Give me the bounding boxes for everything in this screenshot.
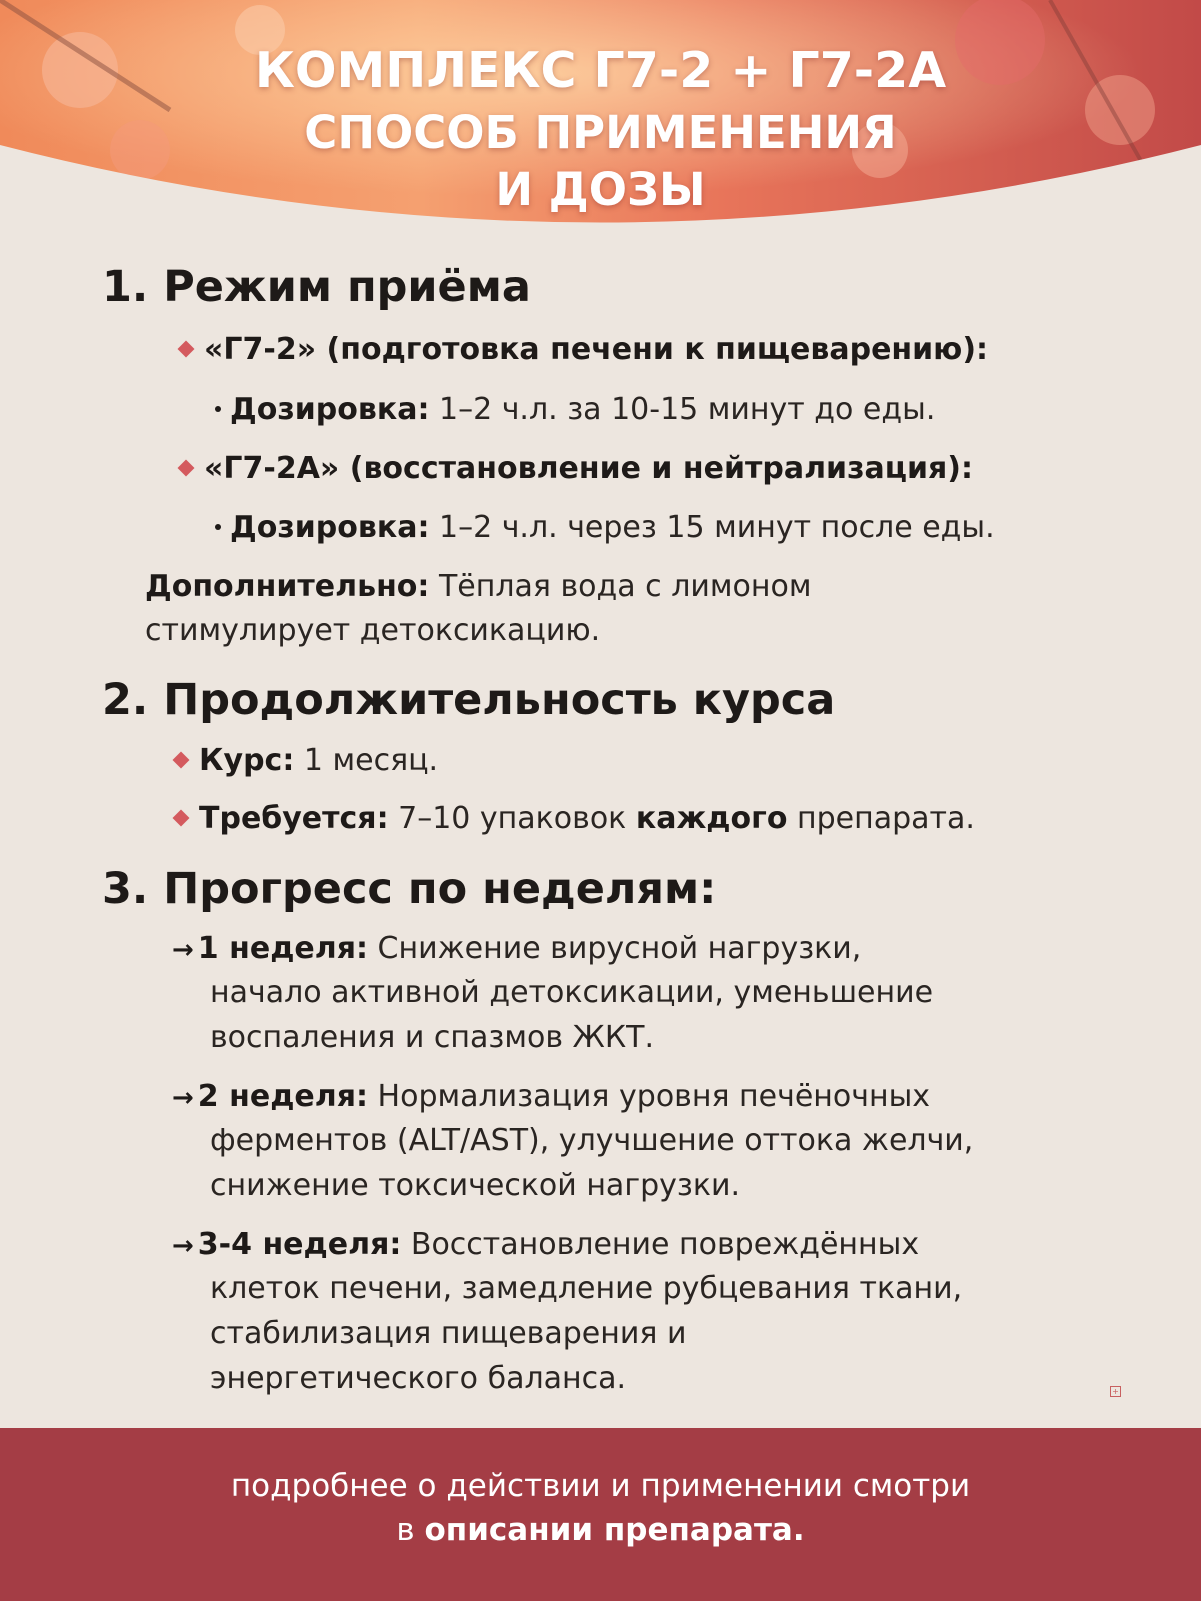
list-item-g7-2a <box>180 451 973 486</box>
g7-2a-heading: «Г7-2А» (восстановление и нейтрализация): <box>204 451 973 486</box>
week-1-label: 1 неделя: <box>197 931 368 966</box>
required-tail: препарата. <box>787 801 975 836</box>
title-line-1: КОМПЛЕКС Г7-2 + Г7-2А <box>254 42 947 99</box>
list-item-course <box>175 743 438 778</box>
week-2-line-3: снижение токсической нагрузки. <box>210 1168 740 1203</box>
required-label: Требуется: <box>199 801 389 836</box>
list-item-g7-2 <box>180 332 988 367</box>
list-item-g7-2-dose <box>215 392 935 427</box>
week-3-line-4: энергетического баланса. <box>210 1361 627 1396</box>
header-banner <box>0 0 1201 245</box>
week-3-text: Восстановление повреждённых <box>401 1227 920 1262</box>
dose-text: 1–2 ч.л. через 15 минут после еды. <box>429 510 995 545</box>
list-item-g7-2a-dose <box>215 510 995 545</box>
dose-text: 1–2 ч.л. за 10-15 минут до еды. <box>429 392 936 427</box>
footer-line-2 <box>0 1512 1201 1548</box>
dose-label: Дозировка: <box>230 510 430 545</box>
week-1-line-2: начало активной детоксикации, уменьшение <box>210 975 934 1010</box>
arrow-right-icon: → <box>172 1231 194 1261</box>
diamond-bullet-icon <box>173 810 190 827</box>
extra-text: Тёплая вода с лимоном <box>429 569 812 604</box>
section-1-title: 1. Режим приёма <box>102 262 531 312</box>
diamond-bullet-icon <box>173 752 190 769</box>
dot-bullet-icon <box>215 406 221 412</box>
section-2-title: 2. Продолжительность курса <box>102 675 836 725</box>
week-2-text: Нормализация уровня печёночных <box>368 1079 931 1114</box>
week-2-line-2: ферментов (ALT/AST), улучшение оттока желчи, <box>210 1123 974 1158</box>
week-1-line-3: воспаления и спазмов ЖКТ. <box>210 1020 655 1055</box>
arrow-right-icon: → <box>172 935 194 965</box>
dot-bullet-icon <box>215 524 221 530</box>
section-3-title: 3. Прогресс по неделям: <box>102 864 717 914</box>
diamond-bullet-icon <box>178 341 195 358</box>
week-1-line-1 <box>172 931 861 966</box>
footer-prefix: в <box>396 1512 425 1548</box>
week-3-line-1 <box>172 1227 919 1262</box>
g7-2-heading: «Г7-2» (подготовка печени к пищеварению): <box>204 332 989 367</box>
week-2-line-1 <box>172 1079 930 1114</box>
week-3-line-2: клеток печени, замедление рубцевания ткани, <box>210 1271 963 1306</box>
required-bold: каждого <box>635 801 788 836</box>
footer-link-text: описании препарата. <box>424 1512 805 1548</box>
title-line-2: СПОСОБ ПРИМЕНЕНИЯ <box>304 106 897 159</box>
title-line-3: И ДОЗЫ <box>495 163 706 216</box>
small-plus-icon: + <box>1110 1386 1121 1397</box>
extra-note-line-2: стимулирует детоксикацию. <box>145 613 601 648</box>
list-item-required <box>175 801 975 836</box>
footer-banner <box>0 1428 1201 1601</box>
week-3-line-3: стабилизация пищеварения и <box>210 1316 687 1351</box>
required-text: 7–10 упаковок <box>388 801 636 836</box>
week-2-label: 2 неделя: <box>197 1079 368 1114</box>
arrow-right-icon: → <box>172 1083 194 1113</box>
course-text: 1 месяц. <box>294 743 439 778</box>
week-1-text: Снижение вирусной нагрузки, <box>368 931 862 966</box>
course-label: Курс: <box>199 743 295 778</box>
dose-label: Дозировка: <box>230 392 430 427</box>
extra-label: Дополнительно: <box>145 569 430 604</box>
diamond-bullet-icon <box>178 460 195 477</box>
week-3-label: 3-4 неделя: <box>197 1227 402 1262</box>
extra-note-line-1 <box>145 569 811 604</box>
footer-line-1: подробнее о действии и применении смотри <box>230 1468 971 1504</box>
